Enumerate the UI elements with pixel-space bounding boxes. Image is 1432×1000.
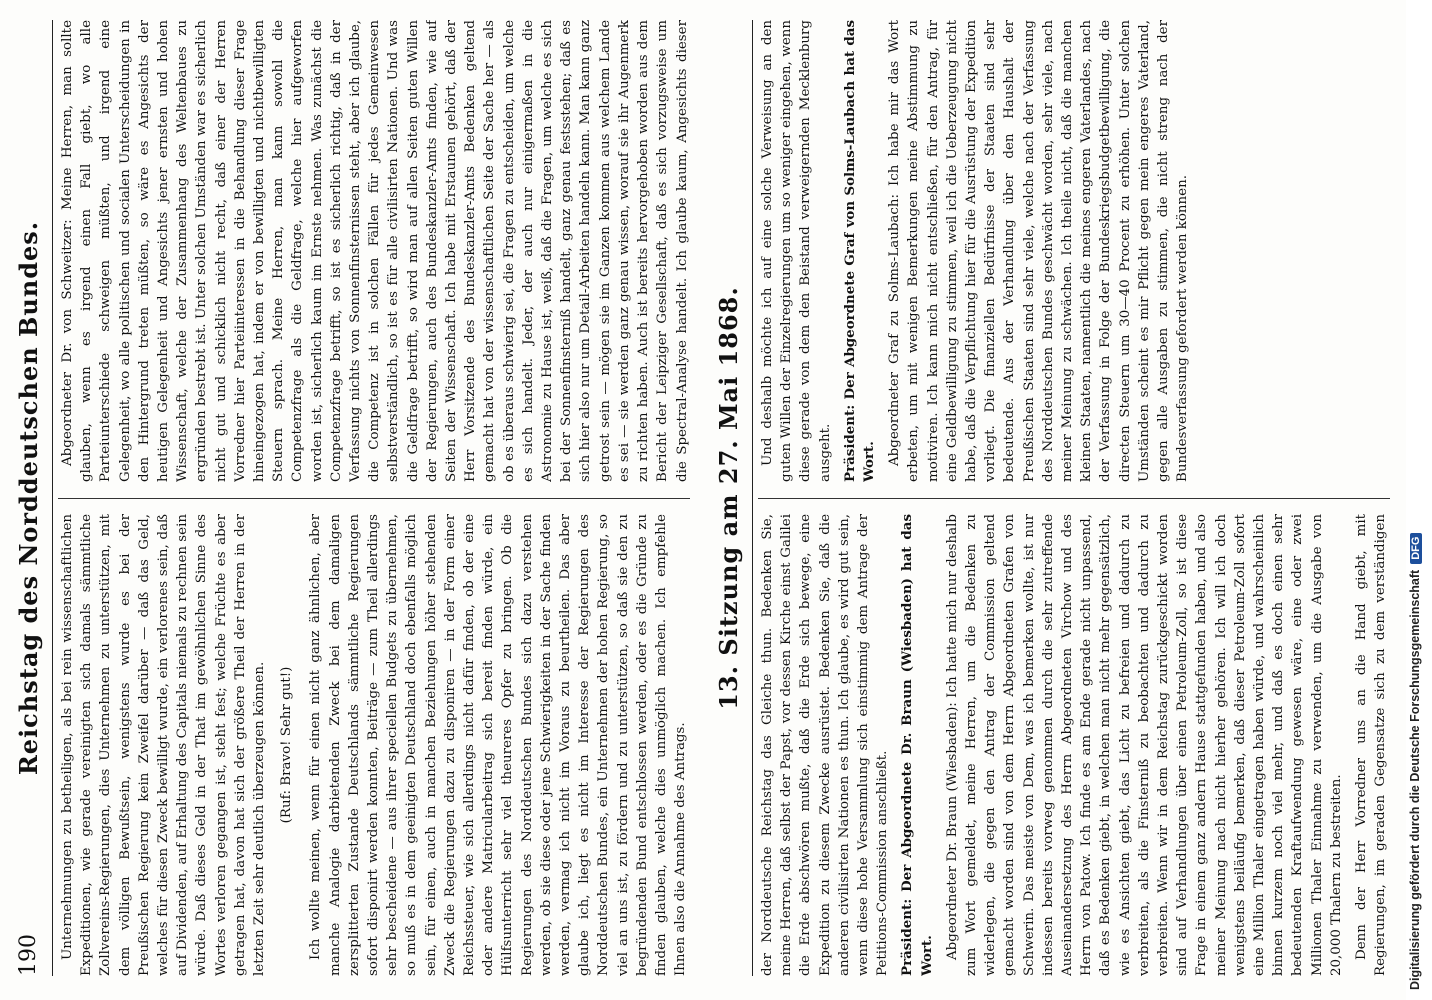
- credit-text: Digitalisierung gefördert durch die Deutsche Forschungsgemeinschaft: [1408, 569, 1422, 990]
- right-page-header: [708, 20, 753, 976]
- paragraph: Unternehmungen zu betheiligen, als bei rein wissenschaftlichen Expeditionen, wie gerade vereinigten sich damals sämmtliche Zollvereins-Regierungen, dies Unternehmen zu unterstützen, mit dem völligen Bewußtsein, wenigstens wurde es bei der Preußischen Regierung kein Zweifel darüber — daß das Geld, welches für diesen Zweck bewilligt wurde, ein verlorenes sein, daß auf Dividenden, auf Erhaltung des Capitals niemals zu rechnen sein würde. Daß dieses Geld in der That im gewöhnlichen Sinne des Wortes verloren gegangen ist, steht fest; welche Früchte es aber getragen hat, davon hat sich der größere Theil der Herren in der letzten Zeit sehr deutlich überzeugen können.: [60, 514, 268, 976]
- credit-text-wrapper: [1408, 10, 1422, 990]
- right-page: [700, 0, 1400, 1000]
- column-divider: [58, 498, 690, 499]
- president-line: Präsident: Der Abgeordnete Dr. Braun (Wiesbaden) hat das Wort.: [899, 514, 935, 976]
- column-divider: [758, 498, 1390, 499]
- left-page-columns: [58, 20, 690, 976]
- left-page: [0, 0, 700, 1000]
- paragraph: Denn der Herr Vorredner uns an die Hand giebt, mit Regierungen, im geraden Gegensatze sich zu dem verständigen: [1354, 514, 1389, 976]
- paragraph: Abgeordneter Graf zu Solms-Laubach: Ich habe mir das Wort erbeten, um mit wenigen Bemerkungen meine Abstimmung zu motiviren. Ich kann mich nicht entschließen, für den Antrag, für eine Geldbewilligung zu stimmen, weil ich die Ueberzeugung nicht habe, daß die Verpflichtung hier für die Ausrüstung der Expedition vorliegt. Die finanziellen Bedürfnisse der Staaten sind sehr bedeutende. Aus der Verhandlung über den Haushalt der Preußischen Staaten sind sehr viele, welche nach der Verfassung des Norddeutschen Bundes geschwächt worden, sehr viele, nach meiner Meinung zu schwächen. Ich theile nicht, daß die manchen kleinen Staaten, namentlich die meines engeren Vaterlandes, nach der Verfassung in Folge der Bundeskriegsbudgetbewilligung, die directen Steuern um 30—40 Procent zu erhöhen. Unter solchen Umständen scheint es mir Pflicht gegen mein engeres Vaterland, gegen alle Ausgaben zu stimmen, die nicht streng nach der Bundesverfassung gefordert werden können.: [887, 20, 1191, 482]
- column-1: [758, 514, 1390, 976]
- paragraph: Abgeordneter Dr. Braun (Wiesbaden): Ich hatte mich nur deshalb zum Wort gemeldet, meine Herren, um die Bedenken zu widerlegen, die gegen den Antrag der Commission geltend gemacht worden sind von dem Herrn Abgeordneten Grafen von Schwerin. Das meiste von Dem, was ich bemerken wollte, ist nur indessen bereits vorweg genommen durch die sehr zutreffende Auseinandersetzung des Herrn Abgeordneten Virchow und des Herrn von Patow. Ich finde es am Ende gerade nicht unpassend, daß es Bedenken giebt, in welchen man nicht mehr gegensätzlich, wie es Ansichten giebt, das Licht zu befreien und dadurch zu verbreiten, als die Finsterniß zu beobachten und dadurch zu verbreiten. Wenn wir in dem Reichstag zurückgeschickt worden sind auf Verhandlungen über einen Petroleum-Zoll, so ist diese Frage in einem ganz andern Hause stattgefunden haben, und also meiner Meinung nach nicht hierher gehören. Ich will ich doch wenigstens beiläufig bemerken, daß dieser Petroleum-Zoll sofort eine Million Thaler eingetragen haben würde, und wahrscheinlich binnen kurzem noch viel mehr, und daß es doch einen sehr bedeutenden Kraftaufwendung gewesen wäre, eine oder zwei Millionen Thaler Einnahme zu verwenden, um die Ausgabe von 20,000 Thalern zu bestreiten.: [944, 514, 1344, 976]
- page-number: 190: [16, 934, 41, 976]
- president-line: Präsident: Der Abgeordnete Graf von Solms-Laubach hat das Wort.: [841, 20, 878, 482]
- column-2: [758, 20, 1390, 482]
- column-2: [58, 20, 690, 482]
- paragraph: Ich wollte meinen, wenn für einen nicht ganz ähnlichen, aber manche Analogie darbietenden Zweck bei dem damaligen zersplitterten Zustande Deutschlands sämmtliche Regierungen sofort disponirt werden konnten, Beiträge — zum Theil allerdings sehr bescheidene — aus ihrer speciellen Budgets zu übernehmen, so muß es in dem geeinigten Deutschland doch ebenfalls möglich sein, für einen, auch in manchen Beziehungen höher stehenden Zweck die Regierungen dazu zu disponiren — in der Form einer Reichssteuer, wie sich allerdings nicht dafür finden, ob der eine oder andere Matricularbeitrag sich bereit finden würde, ein Hülfsunterricht sehr viel theureres Opfer zu bringen. Ob die Regierungen des Norddeutschen Bundes sich dazu verstehen werden, ob sie diese oder jene Schwierigkeiten in der Sache finden werden, vermag ich nicht im Voraus zu beurtheilen. Das aber glaube ich, liegt es nicht im Interesse der Regierungen des Norddeutschen Bundes, ein Unternehmen der hohen Regierung, so viel an uns ist, zu fördern und zu unterstützen, so daß sie den zu begründenden Bund entschlossen werden, oder es die Gründe zu finden glauben, welche dies unmöglich machen. Ich empfehle Ihnen also die Annahme des Antrags.: [308, 514, 689, 976]
- paragraph: Abgeordneter Dr. von Schweitzer: Meine Herren, man sollte glauben, wenn es irgend einen Fall giebt, wo alle Parteiunterschiede schweigen müßten, und irgend eine Gelegenheit, wo alle politischen und socialen Unterscheidungen in den Hintergrund treten müßten, so wäre es Angesichts der heutigen Gelegenheit und Angesichts jener ernsten und hohen Wissenschaft, welche der Zusammenhang des Weltenbaues zu ergründen bestrebt ist. Unter solchen Umständen war es sicherlich nicht gut und schicklich nicht recht, daß einer der Herren Vorredner hier Parteiinteressen in die Behandlung dieser Frage hineingezogen hat, indem er von bewilligten und nichtbewilligten Steuern sprach. Meine Herren, man kann sowohl die Competenzfrage als die Geldfrage, welche hier aufgeworfen worden ist, sicherlich kaum im Ernste nehmen. Was zunächst die Competenzfrage betrifft, so ist es sicherlich richtig, daß in der Verfassung nichts von Sonnenfinsternissen steht, aber ich glaube, die Competenz ist in solchen Fällen für jedes Gemeinwesen selbstverständlich, so ist es für alle civilisirten Nationen. Und was die Geldfrage betrifft, so wird man auf allen Seiten guten Willen der Regierungen, auch des Bundeskanzler-Amts finden, wie auf Seiten der Wissenschaft. Ich habe mit Erstaunen gehört, daß der Herr Vorsitzende des Bundeskanzler-Amts Bedenken geltend gemacht hat von der wissenschaftlichen Seite der Sache her — als ob es überaus schwierig sei, die Fragen zu entscheiden, um welche es sich handelt. Jeder, der auch nur einigermaßen in die Astronomie zu Hause ist, weiß, daß die Fragen, um welche es sich bei der Sonnenfinsterniß handelt, ganz genau festsstehen; daß es sich hier also nur um Detail-Arbeiten handeln kann. Man kann ganz getrost sein — mögen sie im Ganzen kommen aus welchem Lande es sei — sie werden ganz genau wissen, worauf sie ihr Augenmerk zu richten haben. Auch ist bereits hervorgehoben worden aus dem Bericht der Leipziger Gesellschaft, daß es sich vorzugsweise um die Spectral-Analyse handelt. Ich glaube kaum, Angesichts dieser: [60, 20, 690, 482]
- digitization-credit: [1406, 0, 1432, 1000]
- column-1: [58, 514, 690, 976]
- paragraph: Und deshalb möchte ich auf eine solche Verweisung an den guten Willen der Einzelregierungen um so weniger eingehen, wenn diese gerade von dem den Beistand verweigernden Mecklenburg ausgeht.: [760, 20, 833, 482]
- right-page-columns: [758, 20, 1390, 976]
- interjection: (Ruf: Bravo! Sehr gut!): [279, 666, 295, 824]
- dfg-logo: DFG: [1410, 533, 1422, 564]
- running-title: 13. Sitzung am 27. Mai 1868.: [714, 286, 743, 710]
- left-page-header: [8, 20, 53, 976]
- running-title: Reichstag des Norddeutschen Bundes.: [14, 220, 43, 776]
- paragraph: der Norddeutsche Reichstag das Gleiche thun. Bedenken Sie, meine Herren, daß selbst der Papst, vor dessen Kirche einst Galilei die Erde abschwören mußte, daß die Erde sich bewege, eine Expedition zu diesem Zwecke ausrüstet. Bedenken Sie, daß die anderen civilisirten Nationen es thun. Ich glaube, es wird gut sein, wenn diese hohe Versammlung sich einstimmig dem Antrage der Petitions-Commission anschließt.: [760, 514, 891, 976]
